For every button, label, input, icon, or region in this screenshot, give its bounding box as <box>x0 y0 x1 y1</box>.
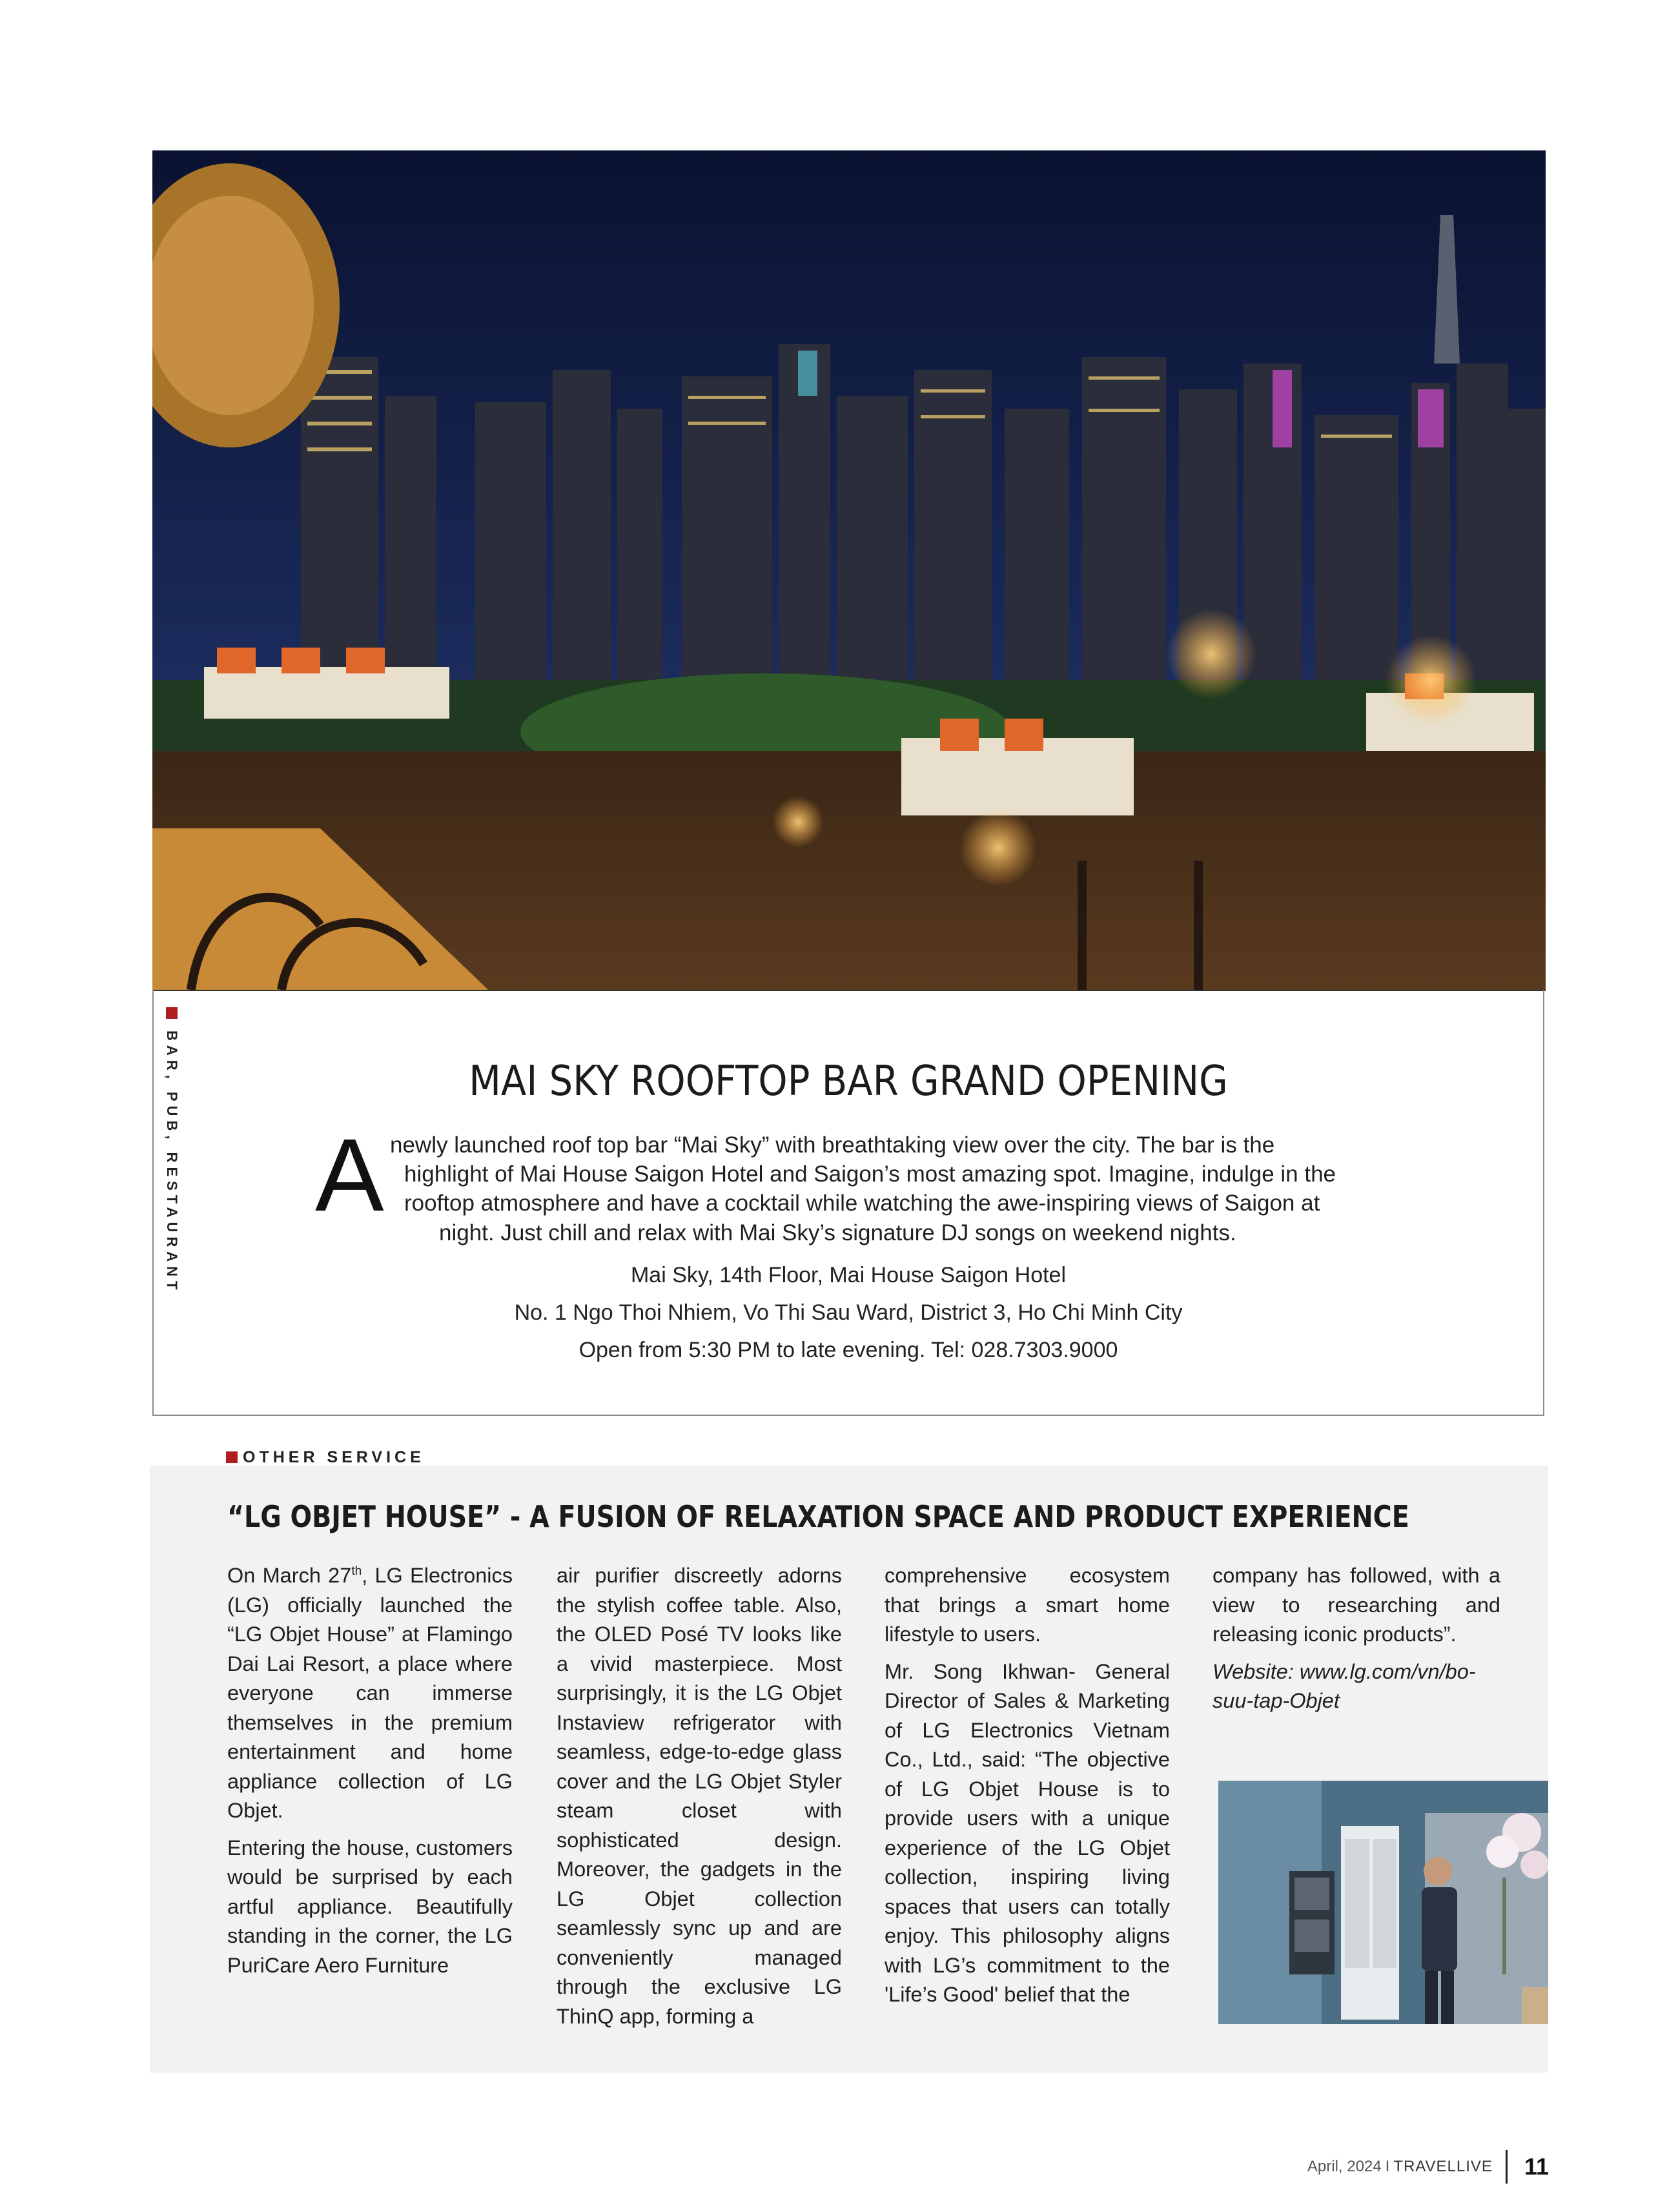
paragraph-1-rest: , LG Electronics (LG) officially launched the “LG Objet House” at Flamingo Dai Lai Resort, a place where everyone can immerse themselves in the premium entertainment and home appliance collection of LG Objet. <box>227 1564 513 1822</box>
street-address: No. 1 Ngo Thoi Nhiem, Vo Thi Sau Ward, District 3, Ho Chi Minh City <box>514 1300 1183 1325</box>
paragraph-2-end: comprehensive ecosystem that brings a smart home lifestyle to users. <box>885 1564 1170 1646</box>
page-number: 11 <box>1524 2153 1549 2180</box>
website-link[interactable]: Website: www.lg.com/vn/bo-suu-tap-Objet <box>1212 1659 1476 1712</box>
opening-hours: Open from 5:30 PM to late evening. Tel: 028.7303.9000 <box>578 1338 1118 1362</box>
intro-line-3: rooftop atmosphere and have a cocktail while watching the awe-inspiring views of Saigon at <box>404 1191 1320 1216</box>
venue-address: Mai Sky, 14th Floor, Mai House Saigon Hotel <box>630 1263 1067 1287</box>
article-title: MAI SKY ROOFTOP BAR GRAND OPENING <box>469 1058 1228 1105</box>
page-footer <box>1307 2150 1549 2184</box>
paragraph-3-end: company has followed, with a view to researching and releasing iconic products”. <box>1212 1564 1500 1646</box>
full-p1-start <box>0 0 1 1</box>
section-tag <box>164 1007 183 1295</box>
column-1 <box>227 1561 513 1988</box>
magazine-name: TRAVELLIVE <box>1393 2158 1493 2175</box>
paragraph-3-start: Mr. Song Ikhwan- General Director of Sales & Marketing of LG Electronics Vietnam Co., Ltd., said: “The objective of LG Objet House is to provide users with a unique experience of the LG Objet collection, inspiring living spaces that users can totally enjoy. This philosophy aligns with LG’s commitment to the 'Life’s Good' belief that the <box>885 1659 1170 2006</box>
paragraph-1-start: On March 27 <box>227 1564 352 1587</box>
rooftop-bar-photo <box>152 150 1546 991</box>
column-3 <box>885 1561 1170 2018</box>
intro-line-2: highlight of Mai House Saigon Hotel and Saigon’s most amazing spot. Imagine, indulge in the <box>404 1162 1336 1187</box>
footer-divider <box>1506 2150 1508 2184</box>
ordinal-superscript: th <box>351 1564 362 1579</box>
section-tag-label: BAR, PUB, RESTAURANT <box>164 1030 180 1295</box>
lg-article-title: “LG OBJET HOUSE” - A FUSION OF RELAXATION SPACE AND PRODUCT EXPERIENCE <box>227 1499 1409 1534</box>
full-text-mirror <box>0 0 1 1</box>
intro-line-4: night. Just chill and relax with Mai Sky’s signature DJ songs on weekend nights. <box>439 1220 1236 1245</box>
paragraph-2-start: Entering the house, customers would be surprised by each artful appliance. Beautifully standing in the corner, the LG PuriCare Aero Furniture <box>227 1836 513 1977</box>
paragraph-2-middle: air purifier discreetly adorns the stylish coffee table. Also, the OLED Posé TV looks like a vivid masterpiece. Most surprisingly, it is the LG Objet Instaview refrigerator with seamless, edge-to-edge glass cover and the LG Objet Styler steam closet with sophisticated design. Moreover, the gadgets in the LG Objet collection seamlessly sync up and are conveniently managed through the exclusive LG ThinQ app, forming a <box>557 1564 842 2028</box>
lg-objet-house-photo <box>1218 1781 1548 2024</box>
other-service-label-text: OTHER SERVICE <box>243 1448 425 1466</box>
intro-line-1: newly launched roof top bar “Mai Sky” with breathtaking view over the city. The bar is the <box>390 1132 1275 1158</box>
paragraph-1 <box>227 1561 513 1826</box>
section-marker-square <box>226 1451 238 1463</box>
drop-cap: A <box>315 1117 384 1233</box>
other-service-label <box>226 1448 425 1467</box>
issue-date: April, 2024 <box>1307 2158 1382 2175</box>
section-marker-square <box>166 1007 178 1019</box>
footer-separator: I <box>1385 2158 1390 2175</box>
column-2 <box>557 1561 842 2039</box>
column-4 <box>1212 1561 1500 1724</box>
